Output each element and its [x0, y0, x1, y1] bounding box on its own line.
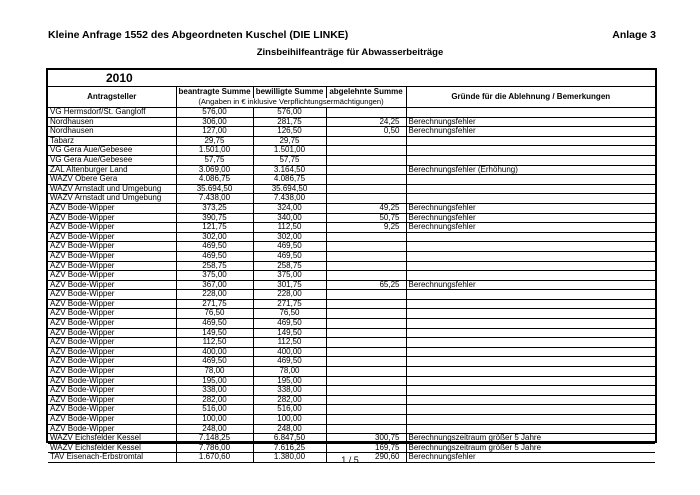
cell-applicant: AZV Bode-Wipper — [48, 415, 176, 425]
cell-applicant: AZV Bode-Wipper — [48, 357, 176, 367]
cell-applicant: AZV Bode-Wipper — [48, 223, 176, 233]
cell-rejected — [326, 367, 406, 377]
cell-requested: 302,00 — [176, 232, 253, 242]
cell-approved: 78,00 — [253, 367, 326, 377]
cell-rejected — [326, 309, 406, 319]
table-year: 2010 — [48, 70, 655, 87]
cell-reason: Berechnungsfehler — [406, 280, 655, 290]
cell-reason — [406, 386, 655, 396]
cell-requested: 228,00 — [176, 290, 253, 300]
cell-reason: Berechnungsfehler — [406, 117, 655, 127]
cell-rejected — [326, 251, 406, 261]
cell-reason — [406, 415, 655, 425]
cell-rejected: 9,25 — [326, 223, 406, 233]
cell-approved: 112,50 — [253, 223, 326, 233]
table-row — [48, 290, 655, 300]
cell-applicant: AZV Bode-Wipper — [48, 328, 176, 338]
table-row — [48, 175, 655, 185]
cell-requested: 29,75 — [176, 136, 253, 146]
cell-applicant: WAZV Eichsfelder Kessel — [48, 434, 176, 444]
cell-rejected — [326, 405, 406, 415]
cell-applicant: AZV Bode-Wipper — [48, 261, 176, 271]
cell-approved: 76,50 — [253, 309, 326, 319]
cell-reason — [406, 251, 655, 261]
cell-requested: 100,00 — [176, 415, 253, 425]
cell-rejected — [326, 155, 406, 165]
cell-requested: 3.069,00 — [176, 165, 253, 175]
cell-applicant: AZV Bode-Wipper — [48, 251, 176, 261]
cell-approved: 149,50 — [253, 328, 326, 338]
currency-note: (Angaben in € inklusive Verpflichtungsermächtigungen) — [176, 98, 406, 108]
cell-reason — [406, 146, 655, 156]
document-subtitle: Zinsbeihilfeanträge für Abwasserbeiträge — [256, 47, 444, 58]
cell-requested: 7.438,00 — [176, 194, 253, 204]
cell-applicant: AZV Bode-Wipper — [48, 424, 176, 434]
cell-requested: 76,50 — [176, 309, 253, 319]
cell-reason — [406, 338, 655, 348]
cell-reason — [406, 405, 655, 415]
cell-applicant: AZV Bode-Wipper — [48, 347, 176, 357]
table-row — [48, 117, 655, 127]
cell-approved: 469,50 — [253, 251, 326, 261]
table-row — [48, 251, 655, 261]
cell-requested: 338,00 — [176, 386, 253, 396]
cell-reason — [406, 376, 655, 386]
cell-reason — [406, 357, 655, 367]
cell-rejected: 50,75 — [326, 213, 406, 223]
cell-approved: 126,50 — [253, 127, 326, 137]
cell-applicant: VG Hermsdorf/St. Gangloff — [48, 108, 176, 118]
cell-reason: Berechnungsfehler — [406, 203, 655, 213]
cell-rejected — [326, 175, 406, 185]
cell-requested: 248,00 — [176, 424, 253, 434]
cell-approved: 228,00 — [253, 290, 326, 300]
cell-reason — [406, 136, 655, 146]
table-row — [48, 194, 655, 204]
cell-requested: 1.670,60 — [176, 453, 253, 463]
cell-approved: 338,00 — [253, 386, 326, 396]
col-header-approved: bewilligte Summe — [253, 87, 326, 98]
attachment-label: Anlage 3 — [612, 29, 656, 41]
cell-approved: 282,00 — [253, 395, 326, 405]
cell-applicant: AZV Bode-Wipper — [48, 338, 176, 348]
applications-table — [48, 87, 655, 463]
table-row — [48, 108, 655, 118]
cell-applicant: AZV Bode-Wipper — [48, 367, 176, 377]
cell-requested: 78,00 — [176, 367, 253, 377]
cell-rejected: 24,25 — [326, 117, 406, 127]
cell-reason — [406, 108, 655, 118]
cell-approved: 57,75 — [253, 155, 326, 165]
cell-applicant: AZV Bode-Wipper — [48, 376, 176, 386]
cell-requested: 271,75 — [176, 299, 253, 309]
cell-requested: 112,50 — [176, 338, 253, 348]
cell-approved: 324,00 — [253, 203, 326, 213]
cell-requested: 258,75 — [176, 261, 253, 271]
table-row — [48, 434, 655, 444]
cell-applicant: VG Gera Aue/Gebesee — [48, 155, 176, 165]
cell-approved: 29,75 — [253, 136, 326, 146]
cell-rejected — [326, 357, 406, 367]
cell-applicant: Nordhausen — [48, 117, 176, 127]
cell-applicant: AZV Bode-Wipper — [48, 309, 176, 319]
cell-rejected — [326, 194, 406, 204]
document-title: Kleine Anfrage 1552 des Abgeordneten Kuschel (DIE LINKE) — [48, 29, 349, 41]
cell-requested: 7.786,00 — [176, 443, 253, 453]
cell-rejected — [326, 242, 406, 252]
cell-approved: 1.501,00 — [253, 146, 326, 156]
cell-requested: 469,50 — [176, 242, 253, 252]
table-row — [48, 232, 655, 242]
cell-rejected: 290,60 — [326, 453, 406, 463]
cell-approved: 100,00 — [253, 415, 326, 425]
cell-applicant: TAV Eisenach-Erbstromtal — [48, 453, 176, 463]
cell-reason — [406, 309, 655, 319]
cell-applicant: AZV Bode-Wipper — [48, 299, 176, 309]
cell-applicant: WAZV Obere Gera — [48, 175, 176, 185]
table-row — [48, 347, 655, 357]
cell-requested: 57,75 — [176, 155, 253, 165]
cell-reason: Berechnungszeitraum größer 5 Jahre — [406, 443, 655, 453]
cell-approved: 469,50 — [253, 242, 326, 252]
cell-approved: 301,75 — [253, 280, 326, 290]
cell-requested: 306,00 — [176, 117, 253, 127]
col-header-applicant: Antragsteller — [48, 87, 176, 108]
cell-requested: 4.086,75 — [176, 175, 253, 185]
cell-approved: 469,50 — [253, 319, 326, 329]
table-row — [48, 242, 655, 252]
col-header-rejected: abgelehnte Summe — [326, 87, 406, 98]
cell-rejected — [326, 424, 406, 434]
cell-approved: 112,50 — [253, 338, 326, 348]
cell-reason — [406, 319, 655, 329]
table-row — [48, 271, 655, 281]
table-row — [48, 395, 655, 405]
cell-applicant: VG Gera Aue/Gebesee — [48, 146, 176, 156]
table-row — [48, 443, 655, 453]
cell-rejected — [326, 261, 406, 271]
table-row — [48, 338, 655, 348]
cell-rejected — [326, 271, 406, 281]
cell-rejected — [326, 136, 406, 146]
table-row — [48, 386, 655, 396]
cell-applicant: AZV Bode-Wipper — [48, 271, 176, 281]
table-body — [48, 108, 655, 463]
cell-reason — [406, 271, 655, 281]
table-row — [48, 155, 655, 165]
data-table-container — [46, 68, 657, 462]
cell-approved: 258,75 — [253, 261, 326, 271]
cell-reason — [406, 328, 655, 338]
cell-requested: 373,25 — [176, 203, 253, 213]
table-row — [48, 405, 655, 415]
table-row — [48, 165, 655, 175]
cell-requested: 576,00 — [176, 108, 253, 118]
cell-reason — [406, 155, 655, 165]
table-row — [48, 328, 655, 338]
cell-requested: 127,00 — [176, 127, 253, 137]
cell-applicant: AZV Bode-Wipper — [48, 395, 176, 405]
cell-reason — [406, 424, 655, 434]
cell-approved: 1.380,00 — [253, 453, 326, 463]
cell-reason — [406, 261, 655, 271]
cell-applicant: AZV Bode-Wipper — [48, 290, 176, 300]
cell-reason: Berechnungsfehler — [406, 213, 655, 223]
cell-applicant: AZV Bode-Wipper — [48, 242, 176, 252]
cell-approved: 375,00 — [253, 271, 326, 281]
cell-applicant: ZAL Altenburger Land — [48, 165, 176, 175]
col-header-reasons: Gründe für die Ablehnung / Bemerkungen — [406, 87, 655, 108]
cell-reason: Berechnungszeitraum größer 5 Jahre — [406, 434, 655, 444]
cell-rejected: 169,75 — [326, 443, 406, 453]
cell-requested: 375,00 — [176, 271, 253, 281]
cell-rejected: 300,75 — [326, 434, 406, 444]
cell-requested: 390,75 — [176, 213, 253, 223]
cell-reason — [406, 347, 655, 357]
cell-requested: 35.694,50 — [176, 184, 253, 194]
cell-approved: 469,50 — [253, 357, 326, 367]
cell-applicant: AZV Bode-Wipper — [48, 203, 176, 213]
cell-applicant: WAZV Arnstadt und Umgebung — [48, 194, 176, 204]
table-row — [48, 184, 655, 194]
cell-reason — [406, 242, 655, 252]
cell-reason — [406, 367, 655, 377]
cell-approved: 340,00 — [253, 213, 326, 223]
cell-rejected — [326, 386, 406, 396]
page-number: 1 / 5 — [341, 455, 359, 465]
cell-rejected — [326, 376, 406, 386]
cell-rejected — [326, 347, 406, 357]
cell-approved: 7.616,25 — [253, 443, 326, 453]
cell-requested: 469,50 — [176, 251, 253, 261]
cell-applicant: AZV Bode-Wipper — [48, 213, 176, 223]
cell-requested: 7.148,25 — [176, 434, 253, 444]
cell-reason — [406, 194, 655, 204]
cell-rejected: 65,25 — [326, 280, 406, 290]
cell-rejected — [326, 319, 406, 329]
cell-reason — [406, 290, 655, 300]
cell-requested: 469,50 — [176, 357, 253, 367]
cell-approved: 302,00 — [253, 232, 326, 242]
cell-applicant: AZV Bode-Wipper — [48, 405, 176, 415]
cell-applicant: AZV Bode-Wipper — [48, 232, 176, 242]
cell-requested: 121,75 — [176, 223, 253, 233]
cell-rejected — [326, 338, 406, 348]
table-row — [48, 376, 655, 386]
cell-approved: 516,00 — [253, 405, 326, 415]
cell-rejected — [326, 395, 406, 405]
cell-requested: 195,00 — [176, 376, 253, 386]
cell-applicant: WAZV Eichsfelder Kessel — [48, 443, 176, 453]
cell-rejected — [326, 328, 406, 338]
cell-reason — [406, 184, 655, 194]
cell-approved: 195,00 — [253, 376, 326, 386]
cell-approved: 6.847,50 — [253, 434, 326, 444]
cell-applicant: Tabarz — [48, 136, 176, 146]
cell-approved: 400,00 — [253, 347, 326, 357]
cell-rejected: 49,25 — [326, 203, 406, 213]
cell-requested: 1.501,00 — [176, 146, 253, 156]
col-header-requested: beantragte Summe — [176, 87, 253, 98]
cell-requested: 367,00 — [176, 280, 253, 290]
cell-reason — [406, 299, 655, 309]
table-row — [48, 136, 655, 146]
cell-applicant: AZV Bode-Wipper — [48, 319, 176, 329]
cell-requested: 149,50 — [176, 328, 253, 338]
cell-reason: Berechnungsfehler — [406, 223, 655, 233]
cell-applicant: Nordhausen — [48, 127, 176, 137]
cell-applicant: AZV Bode-Wipper — [48, 280, 176, 290]
table-row — [48, 319, 655, 329]
cell-approved: 576,00 — [253, 108, 326, 118]
cell-reason — [406, 395, 655, 405]
cell-requested: 282,00 — [176, 395, 253, 405]
table-row — [48, 424, 655, 434]
cell-approved: 3.164,50 — [253, 165, 326, 175]
cell-approved: 4.086,75 — [253, 175, 326, 185]
table-row — [48, 415, 655, 425]
cell-reason: Berechnungsfehler — [406, 127, 655, 137]
table-row — [48, 146, 655, 156]
cell-reason: Berechnungsfehler (Erhöhung) — [406, 165, 655, 175]
table-row — [48, 223, 655, 233]
cell-approved: 281,75 — [253, 117, 326, 127]
cell-rejected — [326, 184, 406, 194]
cell-requested: 516,00 — [176, 405, 253, 415]
table-row — [48, 367, 655, 377]
cell-rejected — [326, 290, 406, 300]
cell-rejected — [326, 232, 406, 242]
cell-reason — [406, 175, 655, 185]
table-row — [48, 357, 655, 367]
cell-approved: 271,75 — [253, 299, 326, 309]
cell-rejected — [326, 165, 406, 175]
table-row — [48, 309, 655, 319]
table-row — [48, 261, 655, 271]
table-row — [48, 203, 655, 213]
cell-applicant: AZV Bode-Wipper — [48, 386, 176, 396]
cell-rejected — [326, 299, 406, 309]
cell-approved: 7.438,00 — [253, 194, 326, 204]
cell-reason: Berechnungsfehler — [406, 453, 655, 463]
cell-approved: 248,00 — [253, 424, 326, 434]
cell-rejected — [326, 415, 406, 425]
cell-reason — [406, 232, 655, 242]
cell-applicant: WAZV Arnstadt und Umgebung — [48, 184, 176, 194]
table-row — [48, 280, 655, 290]
cell-requested: 469,50 — [176, 319, 253, 329]
cell-rejected — [326, 146, 406, 156]
cell-rejected — [326, 108, 406, 118]
cell-rejected: 0,50 — [326, 127, 406, 137]
table-row — [48, 213, 655, 223]
table-row — [48, 299, 655, 309]
table-row — [48, 127, 655, 137]
cell-requested: 400,00 — [176, 347, 253, 357]
cell-approved: 35.694,50 — [253, 184, 326, 194]
